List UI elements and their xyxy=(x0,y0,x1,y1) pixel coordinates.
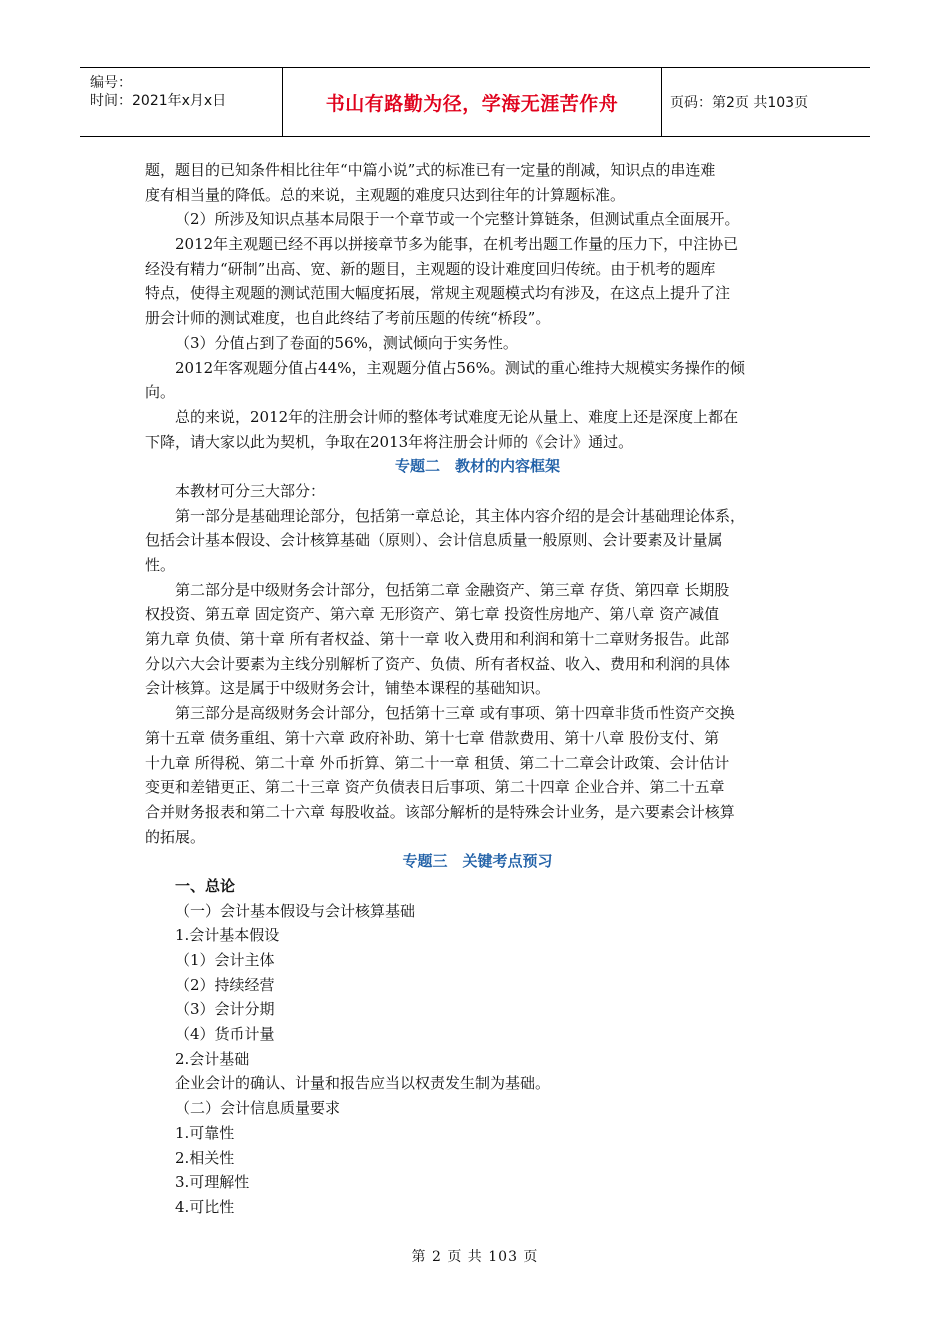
body-line: 2.相关性 xyxy=(175,1148,235,1167)
body-line: （3）分值占到了卷面的56%，测试倾向于实务性。 xyxy=(175,333,518,352)
body-line: （2）所涉及知识点基本局限于一个章节或一个完整计算链条，但测试重点全面展开。 xyxy=(175,210,740,229)
document-body xyxy=(145,158,810,1220)
section-heading: 专题二 教材的内容框架 xyxy=(394,457,560,476)
body-line: 4.可比性 xyxy=(175,1197,235,1216)
body-line: （二）会计信息质量要求 xyxy=(175,1099,341,1118)
body-line: 包括会计基本假设、会计核算基础（原则）、会计信息质量一般原则、会计要素及计量属 xyxy=(145,531,723,550)
body-line: （2）持续经营 xyxy=(175,975,275,994)
body-line: 总的来说，2012年的注册会计师的整体考试难度无论从量上、难度上还是深度上都在 xyxy=(175,407,739,426)
body-line: 企业会计的确认、计量和报告应当以权责发生制为基础。 xyxy=(175,1074,551,1093)
body-line: 2012年主观题已经不再以拼接章节多为能事，在机考出题工作量的压力下，中注协已 xyxy=(175,235,739,254)
body-line: 向。 xyxy=(145,383,176,402)
header-left-cell xyxy=(80,68,283,136)
body-line: 1.可靠性 xyxy=(175,1123,235,1142)
body-line: 第一部分是基础理论部分，包括第一章总论，其主体内容介绍的是会计基础理论体系， xyxy=(175,506,746,525)
page-footer: 第 2 页 共 103 页 xyxy=(411,1249,539,1265)
body-line: 第十五章 债务重组、第十六章 政府补助、第十七章 借款费用、第十八章 股份支付、第 xyxy=(145,728,720,747)
body-line: 会计核算。这是属于中级财务会计，铺垫本课程的基础知识。 xyxy=(145,679,551,698)
body-line: 经没有精力“研制”出高、宽、新的题目，主观题的设计难度回归传统。由于机考的题库 xyxy=(145,259,716,278)
body-line: 下降，请大家以此为契机，争取在2013年将注册会计师的《会计》通过。 xyxy=(145,432,634,451)
body-line: 特点，使得主观题的测试范围大幅度拓展，常规主观题模式均有涉及，在这点上提升了注 xyxy=(145,284,731,303)
body-line: 变更和差错更正、第二十三章 资产负债表日后事项、第二十四章 企业合并、第二十五章 xyxy=(145,778,725,797)
body-line: 3.可理解性 xyxy=(175,1173,250,1192)
header-motto: 书山有路勤为径，学海无涯苦作舟 xyxy=(283,68,662,136)
body-line: 2012年客观题分值占44%，主观题分值占56%。测试的重心维持大规模实务操作的倾 xyxy=(175,358,745,377)
body-line: 度有相当量的降低。总的来说，主观题的难度只达到往年的计算题标准。 xyxy=(145,185,626,204)
body-line: 第九章 负债、第十章 所有者权益、第十一章 收入费用和利润和第十二章财务报告。此部 xyxy=(145,630,730,649)
body-line: 2.会计基础 xyxy=(175,1049,250,1068)
body-line: 第三部分是高级财务会计部分，包括第十三章 或有事项、第十四章非货币性资产交换 xyxy=(175,704,735,723)
body-line: 第二部分是中级财务会计部分，包括第二章 金融资产、第三章 存货、第四章 长期股 xyxy=(175,580,730,599)
body-line: 十九章 所得税、第二十章 外币折算、第二十一章 租赁、第二十二章会计政策、会计估计 xyxy=(145,753,730,772)
body-line: （1）会计主体 xyxy=(175,951,275,969)
body-line: 的拓展。 xyxy=(145,827,206,846)
body-line: （一）会计基本假设与会计核算基础 xyxy=(175,901,416,920)
section-heading: 专题三 关键考点预习 xyxy=(402,852,553,871)
document-number-label: 编号： xyxy=(90,75,132,91)
body-line: 一、总论 xyxy=(175,876,236,895)
body-line: 1.会计基本假设 xyxy=(175,926,280,945)
body-line: 册会计师的测试难度，也自此终结了考前压题的传统“桥段”。 xyxy=(145,309,551,328)
body-line: （4）货币计量 xyxy=(175,1025,275,1044)
body-line: 权投资、第五章 固定资产、第六章 无形资产、第七章 投资性房地产、第八章 资产减值 xyxy=(145,605,720,624)
page-header xyxy=(80,67,870,137)
document-date-label: 时间：2021年x月x日 xyxy=(90,93,227,109)
body-line: 题，题目的已知条件相比往年“中篇小说”式的标准已有一定量的削减，知识点的串连难 xyxy=(145,161,716,179)
body-line: 合并财务报表和第二十六章 每股收益。该部分解析的是特殊会计业务，是六要素会计核算 xyxy=(145,802,735,821)
header-page-info: 页码：第2页 共103页 xyxy=(670,95,809,111)
body-line: 本教材可分三大部分： xyxy=(175,481,326,500)
body-line: 性。 xyxy=(145,556,176,574)
body-line: （3）会计分期 xyxy=(175,1000,275,1019)
body-line: 分以六大会计要素为主线分别解析了资产、负债、所有者权益、收入、费用和利润的具体 xyxy=(145,654,731,673)
